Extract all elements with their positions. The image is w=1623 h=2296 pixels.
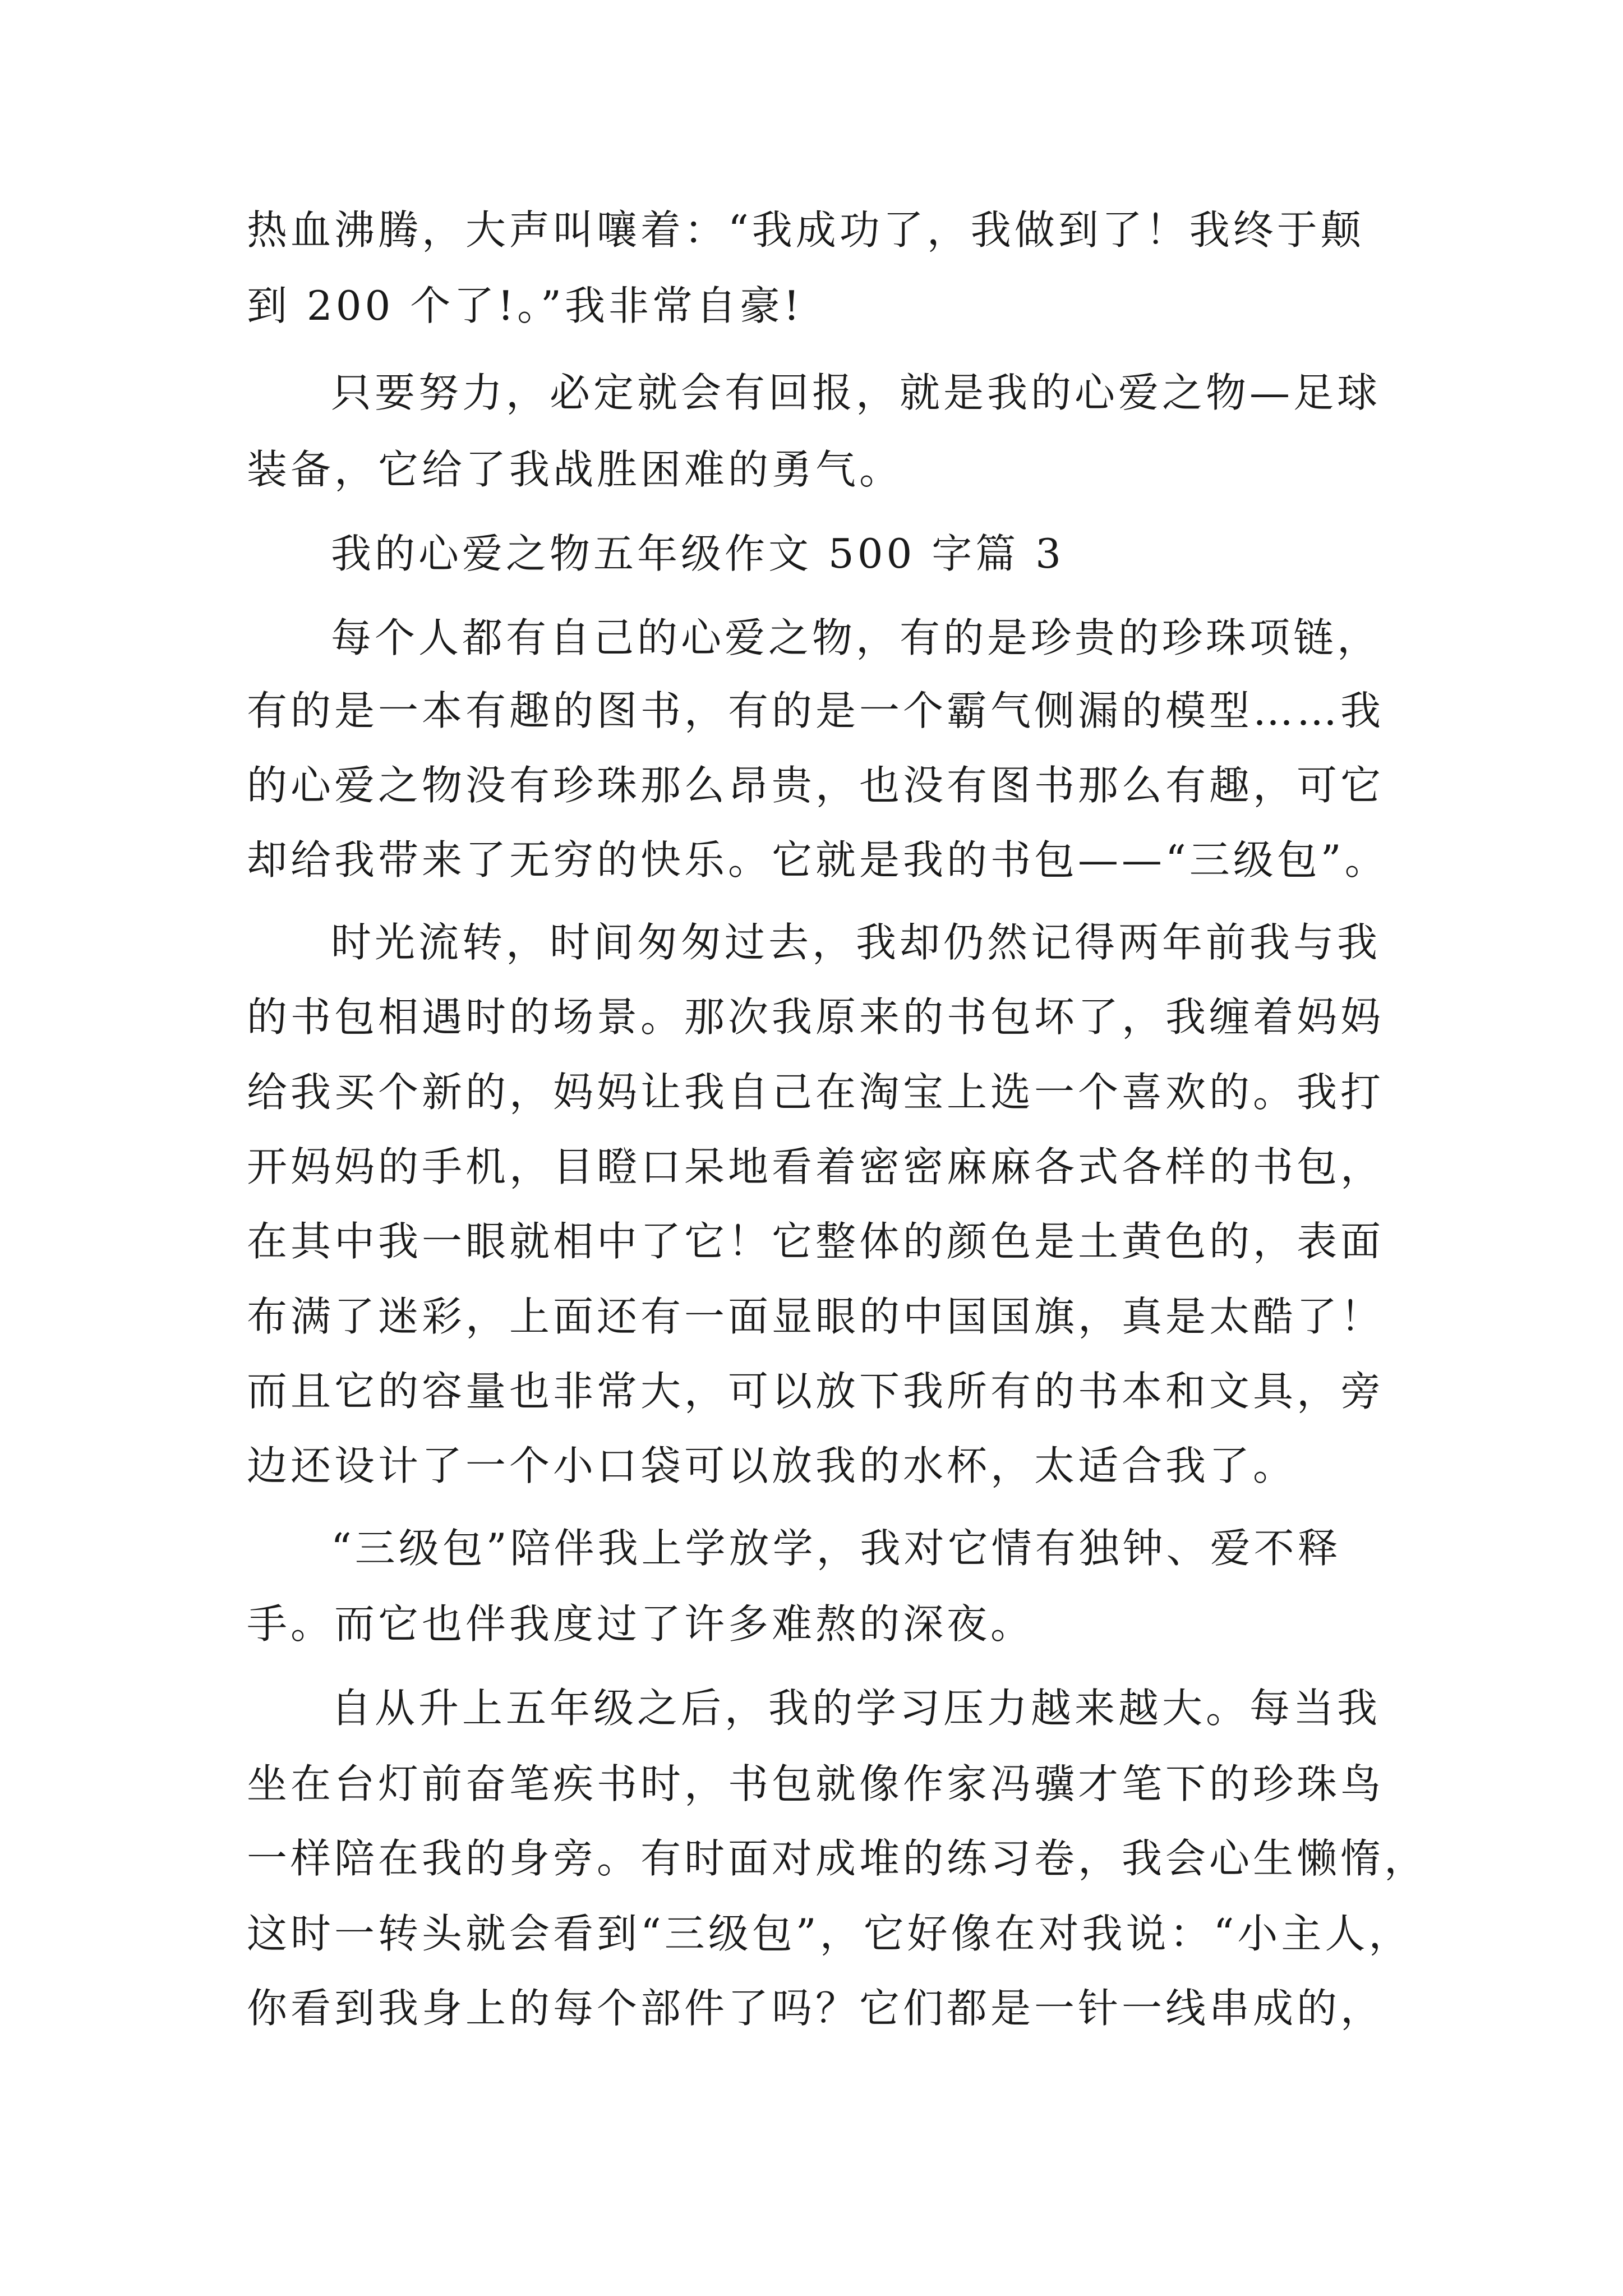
- text-line: 布满了迷彩，上面还有一面显眼的中国国旗，真是太酷了！: [247, 1293, 1385, 1340]
- text-line: 给我买个新的，妈妈让我自己在淘宝上选一个喜欢的。我打: [247, 1069, 1385, 1116]
- text-line: 一样陪在我的身旁。有时面对成堆的练习卷，我会心生懒惰，: [247, 1835, 1428, 1882]
- paragraph-start-line: 只要努力，必定就会有回报，就是我的心爱之物—足球: [331, 369, 1381, 416]
- paragraph-start-line: “三级包”陪伴我上学放学，我对它情有独钟、爱不释: [331, 1525, 1341, 1572]
- text-line: 装备，它给了我战胜困难的勇气。: [247, 446, 903, 493]
- text-line: 而且它的容量也非常大，可以放下我所有的书本和文具，旁: [247, 1368, 1385, 1415]
- text-line: 热血沸腾，大声叫嚷着：“我成功了，我做到了！我终于颠: [247, 206, 1364, 254]
- text-line: 有的是一本有趣的图书，有的是一个霸气侧漏的模型……我: [247, 687, 1385, 734]
- paragraph-start-line: 自从升上五年级之后，我的学习压力越来越大。每当我: [331, 1685, 1381, 1732]
- text-line: 的心爱之物没有珍珠那么昂贵，也没有图书那么有趣，可它: [247, 762, 1385, 809]
- text-line: 手。而它也伴我度过了许多难熬的深夜。: [247, 1600, 1035, 1648]
- text-line: 坐在台灯前奋笔疾书时，书包就像作家冯骥才笔下的珍珠鸟: [247, 1760, 1385, 1807]
- text-line: 却给我带来了无穷的快乐。它就是我的书包——“三级包”。: [247, 836, 1389, 884]
- text-line: 这时一转头就会看到“三级包”，它好像在对我说：“小主人，: [247, 1910, 1413, 1957]
- text-line: 开妈妈的手机，目瞪口呆地看着密密麻麻各式各样的书包，: [247, 1143, 1385, 1190]
- text-line: 你看到我身上的每个部件了吗？它们都是一针一线串成的，: [247, 1985, 1385, 2032]
- paragraph-start-line: 时光流转，时间匆匆过去，我却仍然记得两年前我与我: [331, 919, 1381, 966]
- text-line: 的书包相遇时的场景。那次我原来的书包坏了，我缠着妈妈: [247, 993, 1385, 1041]
- paragraph-start-line: 每个人都有自己的心爱之物，有的是珍贵的珍珠项链，: [331, 614, 1381, 661]
- text-line: 在其中我一眼就相中了它！它整体的颜色是土黄色的，表面: [247, 1218, 1385, 1265]
- text-line: 到 200 个了!。”我非常自豪!: [247, 282, 803, 329]
- text-line: 边还设计了一个小口袋可以放我的水杯，太适合我了。: [247, 1442, 1297, 1489]
- section-heading: 我的心爱之物五年级作文 500 字篇 3: [331, 530, 1064, 577]
